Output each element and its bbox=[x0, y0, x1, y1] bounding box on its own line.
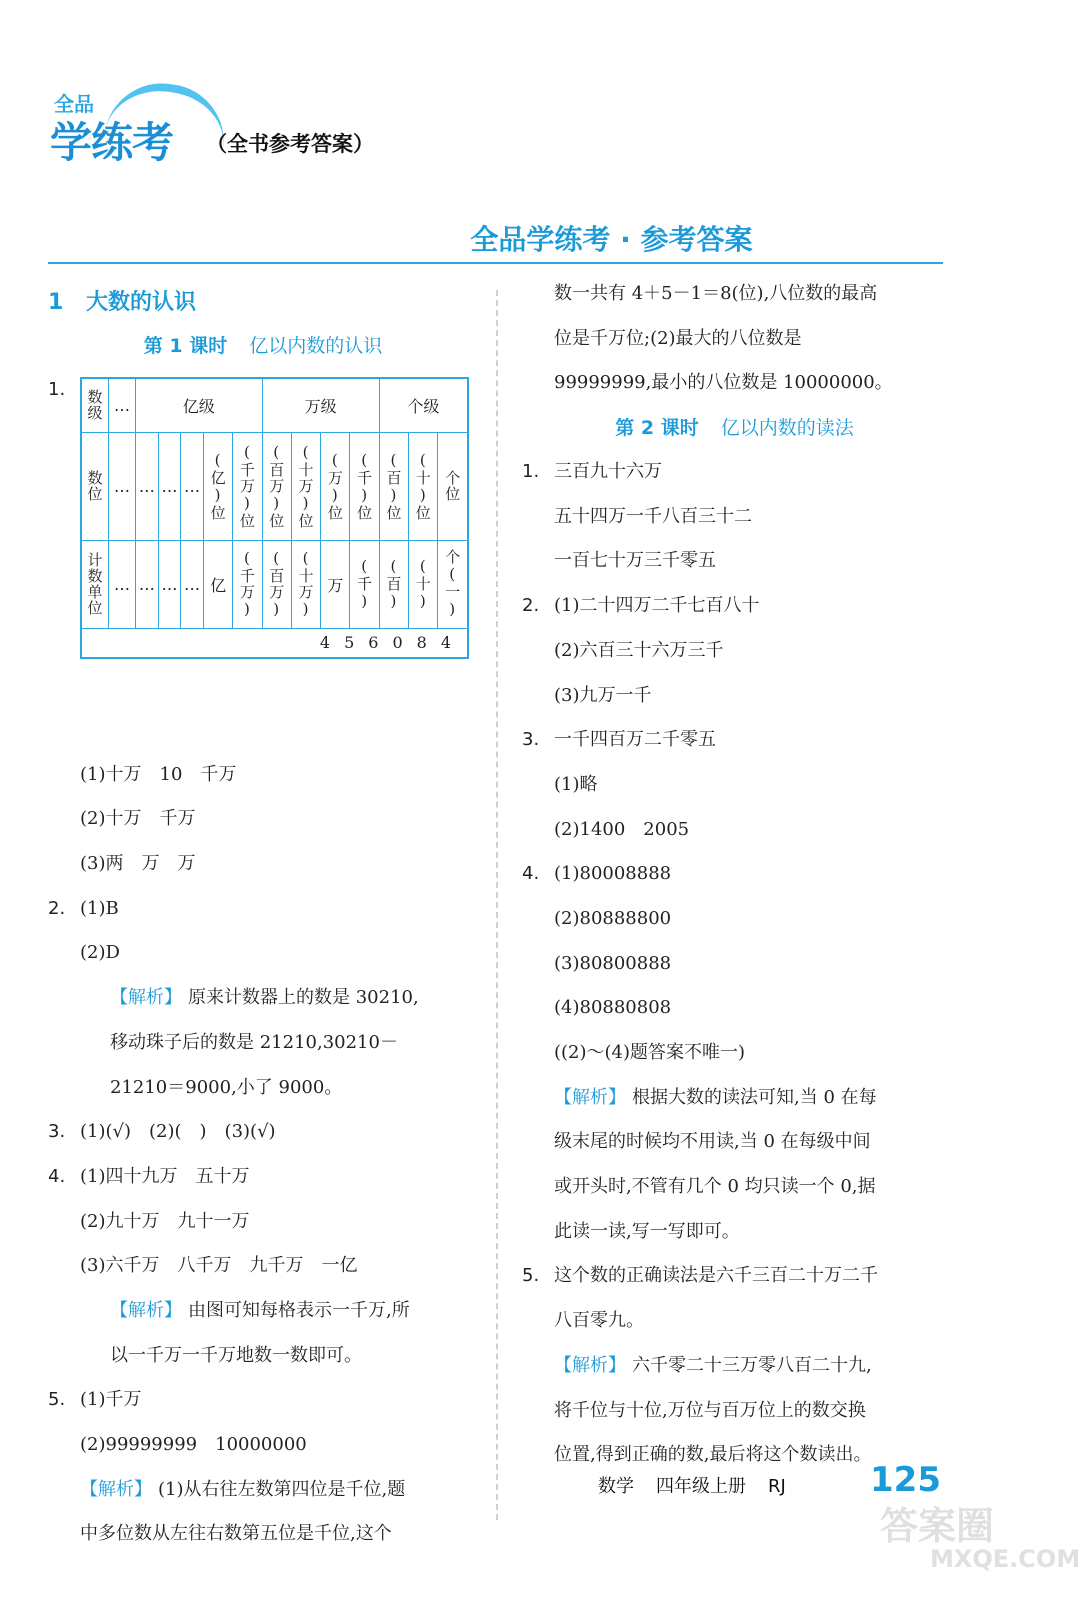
answer-line: (1)略 bbox=[554, 773, 598, 795]
column-divider bbox=[496, 290, 498, 1520]
explanation-line bbox=[522, 1344, 947, 1389]
continued-line: 99999999,最小的八位数是 10000000。 bbox=[554, 372, 893, 394]
explanation-line: 或开头时,不管有几个 0 均只读一个 0,据 bbox=[554, 1176, 876, 1198]
explanation-line: 位置,得到正确的数,最后将这个数读出。 bbox=[554, 1444, 872, 1466]
table-row bbox=[81, 378, 468, 432]
answer-text: (1)B bbox=[80, 897, 119, 919]
table-cell: 万级 bbox=[262, 378, 379, 432]
table-cell: 个位 bbox=[438, 432, 468, 540]
lesson-label: 第 2 课时 bbox=[615, 417, 699, 440]
table-cell: … bbox=[158, 540, 181, 628]
answer-line: (2)六百三十六万三千 bbox=[554, 639, 724, 661]
page-footer bbox=[598, 1472, 808, 1498]
table-cell: 计数单位 bbox=[81, 540, 109, 628]
lesson-heading bbox=[522, 406, 947, 450]
title-divider bbox=[48, 262, 943, 264]
answer-line: (3)六千万 八千万 九千万 一亿 bbox=[80, 1255, 358, 1277]
analysis-tag: 【解析】 bbox=[554, 1354, 626, 1376]
answer-text: (1)80008888 bbox=[554, 863, 672, 885]
answer-line: (4)80880808 bbox=[554, 997, 672, 1019]
question-number: 2. bbox=[522, 595, 540, 617]
answer-line: (2)99999999 10000000 bbox=[80, 1434, 307, 1455]
answer-line: 五十四万一千八百三十二 bbox=[554, 505, 752, 527]
table-cell: … bbox=[109, 540, 136, 628]
answer-line: (3)80800888 bbox=[554, 952, 672, 974]
table-cell: (千万)位 bbox=[233, 432, 262, 540]
explanation-text: 原来计数器上的数是 30210, bbox=[188, 987, 419, 1009]
question-3-row bbox=[522, 718, 947, 763]
explanation-line: 以一千万一千万地数一数即可。 bbox=[110, 1344, 362, 1366]
table-cell: 个(一) bbox=[438, 540, 468, 628]
explanation-line: 将千位与十位,万位与百万位上的数交换 bbox=[554, 1399, 866, 1421]
explanation-line: 21210＝9000,小了 9000。 bbox=[110, 1076, 343, 1098]
analysis-tag: 【解析】 bbox=[554, 1086, 626, 1108]
table-cell: (千) bbox=[350, 540, 379, 628]
explanation-line bbox=[522, 1076, 947, 1121]
logo-big-text: 学练考 bbox=[50, 118, 174, 167]
question-2-row bbox=[48, 887, 478, 932]
footer-subject: 数学 bbox=[598, 1476, 634, 1497]
answer-text: (1)(√) (2)( ) (3)(√) bbox=[80, 1121, 276, 1143]
page-title-bar bbox=[0, 218, 1053, 258]
table-cell: (千万) bbox=[233, 540, 262, 628]
question-4-row bbox=[522, 852, 947, 897]
table-cell: (十万) bbox=[291, 540, 320, 628]
answer-line: (2)D bbox=[80, 942, 120, 964]
table-cell: (千)位 bbox=[350, 432, 379, 540]
lesson-heading bbox=[48, 324, 478, 368]
answer-line: (3)九万一千 bbox=[554, 684, 652, 706]
table-row bbox=[81, 628, 468, 658]
section-number: 1 bbox=[48, 290, 64, 315]
table-cell: 数位 bbox=[81, 432, 109, 540]
table-cell: … bbox=[158, 432, 181, 540]
question-5-row bbox=[48, 1378, 478, 1423]
question-number: 1. bbox=[48, 379, 66, 400]
table-cell: (十)位 bbox=[409, 432, 438, 540]
answer-line: ((2)～(4)题答案不唯一) bbox=[554, 1042, 746, 1063]
table-cell: (百) bbox=[379, 540, 408, 628]
table-cell: … bbox=[181, 540, 204, 628]
question-number: 4. bbox=[48, 1165, 66, 1187]
lesson-title: 亿以内数的读法 bbox=[720, 417, 854, 440]
question-number: 1. bbox=[522, 461, 540, 483]
answer-text: 这个数的正确读法是六千三百二十万二千 bbox=[554, 1265, 878, 1287]
table-cell: 个级 bbox=[379, 378, 468, 432]
question-number: 4. bbox=[522, 863, 540, 885]
explanation-line: 中多位数从左往右数第五位是千位,这个 bbox=[80, 1523, 392, 1545]
watermark-text: 答案圈 bbox=[880, 1504, 995, 1548]
question-2-row bbox=[522, 584, 947, 629]
answer-line: (2)80888800 bbox=[554, 907, 672, 929]
analysis-tag: 【解析】 bbox=[110, 1299, 182, 1321]
explanation-text: (1)从右往左数第四位是千位,题 bbox=[158, 1478, 406, 1500]
footer-grade: 四年级上册 bbox=[656, 1476, 746, 1497]
answer-line: 八百零九。 bbox=[554, 1310, 644, 1332]
answer-text: (1)二十四万二千七百八十 bbox=[554, 595, 760, 617]
answer-text: 三百九十六万 bbox=[554, 461, 662, 483]
explanation-line: 级末尾的时候均不用读,当 0 在每级中间 bbox=[554, 1131, 871, 1153]
table-cell: 万 bbox=[321, 540, 350, 628]
answer-line: (3)两 万 万 bbox=[80, 853, 196, 875]
explanation-line: 移动珠子后的数是 21210,30210－ bbox=[110, 1031, 398, 1053]
lesson-label: 第 1 课时 bbox=[143, 335, 228, 357]
table-cell: … bbox=[136, 540, 159, 628]
question-number: 2. bbox=[48, 897, 66, 919]
table-row bbox=[81, 432, 468, 540]
table-cell: (十万)位 bbox=[291, 432, 320, 540]
explanation-text: 由图可知每格表示一千万,所 bbox=[188, 1299, 410, 1321]
question-5-row bbox=[522, 1254, 947, 1299]
page-number: 125 bbox=[870, 1460, 941, 1500]
answer-text: 一千四百万二千零五 bbox=[554, 729, 716, 751]
table-cell: 数级 bbox=[81, 378, 109, 432]
question-number: 5. bbox=[522, 1265, 540, 1287]
lesson-title: 亿以内数的认识 bbox=[249, 335, 383, 357]
question-3-row bbox=[48, 1110, 478, 1155]
answer-line: 一百七十万三千零五 bbox=[554, 550, 716, 572]
brand-logo bbox=[50, 88, 200, 168]
explanation-line bbox=[48, 976, 478, 1021]
table-row bbox=[81, 540, 468, 628]
answer-line: (2)十万 千万 bbox=[80, 808, 196, 830]
table-cell: … bbox=[109, 378, 136, 432]
table-cell: (百)位 bbox=[379, 432, 408, 540]
question-4-row bbox=[48, 1155, 478, 1200]
analysis-tag: 【解析】 bbox=[110, 987, 182, 1009]
table-cell: 亿 bbox=[203, 540, 232, 628]
answer-text: (1)四十九万 五十万 bbox=[80, 1165, 250, 1187]
table-cell: (百万)位 bbox=[262, 432, 291, 540]
section-heading bbox=[48, 282, 478, 324]
table-cell: … bbox=[136, 432, 159, 540]
continued-line: 位是千万位;(2)最大的八位数是 bbox=[554, 327, 802, 349]
footer-edition: RJ bbox=[768, 1476, 786, 1497]
right-column bbox=[522, 272, 947, 1478]
table-cell: (十) bbox=[409, 540, 438, 628]
table-cell: … bbox=[181, 432, 204, 540]
place-value-table bbox=[80, 377, 469, 659]
explanation-text: 根据大数的读法可知,当 0 在每 bbox=[632, 1086, 877, 1108]
section-title: 大数的认识 bbox=[86, 290, 197, 315]
explanation-line: 此读一读,写一写即可。 bbox=[554, 1220, 740, 1242]
table-cell: … bbox=[109, 432, 136, 540]
continued-line: 数一共有 4＋5－1＝8(位),八位数的最高 bbox=[554, 283, 878, 304]
table-cell: (万)位 bbox=[321, 432, 350, 540]
watermark-url: MXQE.COM bbox=[930, 1545, 1080, 1573]
book-subtitle: （全书参考答案） bbox=[206, 132, 374, 156]
explanation-text: 六千零二十三万零八百二十九, bbox=[632, 1354, 872, 1376]
analysis-tag: 【解析】 bbox=[80, 1478, 152, 1500]
table-cell: 亿级 bbox=[136, 378, 263, 432]
table-cell: (亿)位 bbox=[203, 432, 232, 540]
logo-small-text: 全品 bbox=[54, 92, 94, 116]
question-1-row bbox=[522, 450, 947, 495]
answer-line: (2)1400 2005 bbox=[554, 818, 690, 840]
question-number: 3. bbox=[48, 1121, 66, 1143]
explanation-line bbox=[48, 1468, 478, 1513]
answer-text: (1)千万 bbox=[80, 1389, 142, 1411]
page-title: 全品学练考 · 参考答案 bbox=[470, 223, 753, 256]
answer-line: (2)九十万 九十一万 bbox=[80, 1210, 250, 1232]
explanation-line bbox=[48, 1289, 478, 1334]
question-number: 3. bbox=[522, 729, 540, 751]
table-number-cell: 456084 bbox=[81, 628, 468, 658]
answer-line: (1)十万 10 千万 bbox=[80, 763, 237, 785]
table-cell: (百万) bbox=[262, 540, 291, 628]
question-number: 5. bbox=[48, 1389, 66, 1411]
